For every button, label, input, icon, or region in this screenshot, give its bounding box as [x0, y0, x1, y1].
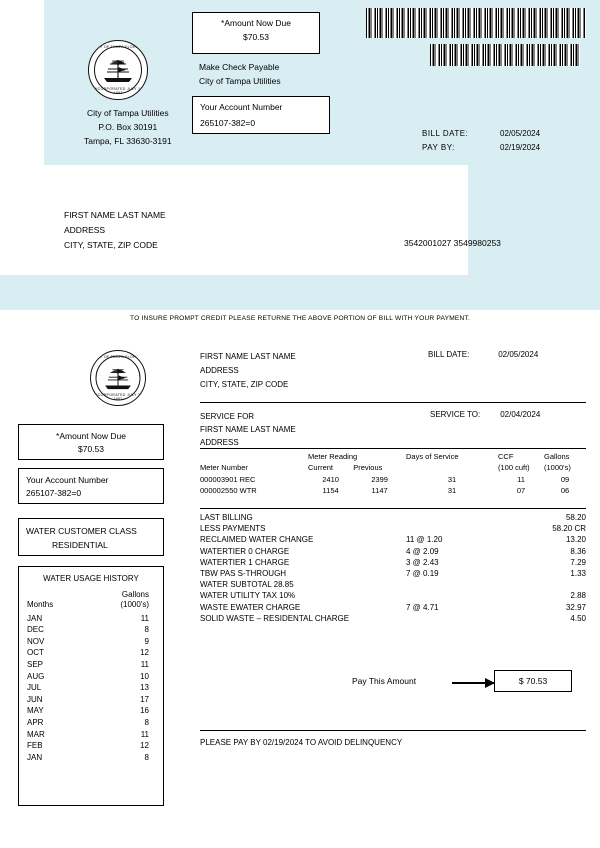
water-usage-month: JUL	[27, 683, 42, 693]
water-usage-value: 17	[140, 694, 149, 704]
water-customer-class-label: WATER CUSTOMER CLASS	[26, 526, 137, 536]
service-for-label: SERVICE FOR	[200, 412, 255, 421]
water-usage-row	[27, 717, 155, 729]
pay-this-amount-value: $ 70.53	[494, 670, 572, 692]
stub-white-notch	[0, 0, 44, 165]
meter-row-previous: 1147	[371, 486, 388, 495]
water-usage-month: JAN	[27, 613, 43, 623]
left-amount-due-value: $70.53	[78, 444, 104, 454]
water-usage-month: MAY	[27, 706, 44, 716]
service-for-block	[200, 410, 296, 449]
charge-row	[200, 534, 586, 545]
water-usage-header-row	[27, 599, 155, 612]
charge-description: WATERTIER 0 CHARGE	[200, 546, 290, 556]
return-address-line-3: Tampa, FL 33630-3191	[84, 136, 172, 146]
water-usage-row	[27, 728, 155, 740]
charge-description: RECLAIMED WATER CHANGE	[200, 535, 314, 545]
meter-row-ccf: 11	[517, 475, 525, 484]
charge-rate: 7 @ 4.71	[406, 602, 439, 612]
bill-date-value: 02/05/2024	[498, 350, 539, 359]
service-for-address: ADDRESS	[200, 438, 239, 447]
meter-table-row	[200, 474, 586, 485]
seal-bottom-text: INCORPORATED JULY 15 1887	[93, 87, 143, 95]
return-address-line-2: P.O. Box 30191	[98, 122, 158, 132]
charge-amount: 32.97	[565, 602, 586, 612]
divider-above-delinquency	[200, 730, 586, 731]
charge-description: WATER SUBTOTAL 28.85	[200, 580, 294, 590]
stub-amount-due-label: *Amount Now Due	[221, 18, 291, 28]
water-usage-row	[27, 693, 155, 705]
ship-icon	[101, 58, 135, 84]
charge-rate: 3 @ 2.43	[406, 557, 439, 567]
charge-amount: 58.20 CR	[552, 524, 586, 534]
water-usage-row	[27, 740, 155, 752]
water-usage-value: 11	[140, 729, 149, 739]
barcode-secondary	[430, 44, 580, 66]
stub-customer-address-line: ADDRESS	[64, 225, 106, 235]
bill-date-label: BILL DATE:	[428, 350, 470, 359]
service-to-value: 02/04/2024	[500, 410, 541, 419]
left-account-number-box	[18, 468, 164, 504]
charge-description: SOLID WASTE – RESIDENTAL CHARGE	[200, 613, 350, 623]
pay-this-amount-label: Pay This Amount	[352, 676, 417, 686]
water-usage-value: 12	[140, 648, 149, 658]
charge-description: TBW PAS S-THROUGH	[200, 569, 287, 579]
charge-description: WATERTIER 1 CHARGE	[200, 557, 290, 567]
meter-reading-table	[200, 452, 586, 496]
water-usage-row	[27, 612, 155, 624]
stub-amount-due-value: $70.53	[243, 32, 269, 42]
charge-row	[200, 590, 586, 601]
stub-account-number-box	[192, 96, 330, 134]
charges-table-body	[200, 512, 586, 624]
tear-off-instruction: TO INSURE PROMPT CREDIT PLEASE RETURNE THE ABOVE PORTION OF BILL WITH YOUR PAYMENT.	[130, 315, 470, 322]
meter-row-days: 31	[447, 486, 457, 495]
payable-line-2: City of Tampa Utilities	[199, 76, 281, 86]
left-amount-due-box	[18, 424, 164, 460]
meter-header-days-spacer	[406, 463, 498, 474]
meter-header-previous: Previous	[353, 463, 383, 472]
meter-row-number: 000002550 WTR	[200, 486, 257, 495]
charge-row	[200, 546, 586, 557]
meter-row-gallons: 06	[560, 486, 570, 495]
bill-customer-address-line: ADDRESS	[200, 366, 239, 375]
charge-rate: 4 @ 2.09	[406, 546, 439, 556]
delinquency-note: PLEASE PAY BY 02/19/2024 TO AVOID DELINQUENCY	[200, 738, 403, 747]
water-usage-month: JUN	[27, 694, 43, 704]
water-usage-value: 9	[144, 636, 149, 646]
stub-pay-by-label: PAY BY:	[422, 143, 455, 152]
charge-description: LAST BILLING	[200, 513, 253, 523]
stub-customer-address	[64, 208, 166, 253]
stub-bill-dates	[422, 127, 540, 155]
stub-bill-date-label: BILL DATE:	[422, 129, 469, 138]
meter-header-current: Current	[308, 463, 334, 472]
water-usage-row	[27, 659, 155, 671]
meter-header-ccf: CCF	[498, 452, 514, 461]
charge-row	[200, 613, 586, 624]
return-address	[84, 106, 172, 148]
pay-this-arrow-icon	[452, 682, 494, 684]
meter-table-header-row-2	[200, 463, 586, 474]
water-usage-month: APR	[27, 717, 44, 727]
water-usage-month: JAN	[27, 752, 43, 762]
divider-above-charges	[200, 508, 586, 509]
meter-row-days: 31	[447, 475, 457, 484]
stub-account-numbers: 3542001027 3549980253	[404, 238, 501, 248]
charge-row	[200, 568, 586, 579]
meter-header-spacer	[200, 452, 308, 463]
water-usage-value: 13	[140, 683, 149, 693]
charge-rate	[406, 590, 498, 601]
meter-row-ccf: 07	[516, 486, 526, 495]
water-usage-table-body	[27, 612, 155, 763]
charge-row	[200, 579, 586, 590]
meter-row-current: 2410	[322, 475, 339, 484]
meter-row-number: 000003901 REC	[200, 475, 256, 484]
charge-amount	[498, 579, 586, 590]
water-usage-row	[27, 751, 155, 763]
water-usage-row	[27, 705, 155, 717]
water-usage-row	[27, 670, 155, 682]
water-usage-months-header: Months	[27, 600, 54, 610]
water-usage-value: 11	[140, 659, 149, 669]
meter-table-body	[200, 474, 586, 496]
meter-header-gallons: Gallons	[544, 452, 570, 461]
seal-bottom-text-bill: INCORPORATED JULY 15 1887	[93, 393, 143, 401]
bill-customer-name: FIRST NAME LAST NAME	[200, 352, 296, 361]
water-customer-class-box	[18, 518, 164, 556]
barcode-top	[366, 8, 586, 38]
city-seal-bill	[90, 350, 146, 406]
stub-bill-date-row	[422, 127, 540, 141]
divider-above-service	[200, 402, 586, 403]
charge-amount: 8.36	[570, 546, 586, 556]
service-to-label: SERVICE TO:	[430, 410, 481, 419]
left-amount-due-label: *Amount Now Due	[56, 431, 126, 441]
water-usage-value: 8	[144, 625, 149, 635]
water-usage-value: 8	[144, 752, 149, 762]
water-usage-value: 10	[140, 671, 149, 681]
charge-amount: 7.29	[570, 557, 586, 567]
divider-above-meter	[200, 448, 586, 449]
meter-header-days: Days of Service	[406, 452, 459, 461]
stub-customer-city-state-zip: CITY, STATE, ZIP CODE	[64, 240, 158, 250]
water-usage-table	[27, 599, 155, 763]
water-usage-row	[27, 647, 155, 659]
water-usage-month: AUG	[27, 671, 45, 681]
left-account-number-label: Your Account Number	[26, 475, 109, 485]
charge-amount: 4.50	[570, 613, 586, 623]
water-usage-history-title: WATER USAGE HISTORY	[43, 574, 139, 583]
water-usage-row	[27, 624, 155, 636]
charge-description: WATER UTILITY TAX 10%	[200, 591, 296, 601]
charge-amount: 2.88	[570, 591, 586, 601]
meter-row-gallons: 09	[560, 475, 570, 484]
charge-row	[200, 523, 586, 534]
charge-description: WASTE EWATER CHARGE	[200, 602, 301, 612]
water-usage-value: 12	[140, 741, 149, 751]
service-to-group	[430, 410, 540, 419]
meter-header-gallons-sub: (1000's)	[544, 463, 571, 472]
water-usage-row	[27, 635, 155, 647]
water-usage-row	[27, 682, 155, 694]
seal-top-text: CITY OF TAMPA FLORIDA	[93, 45, 143, 49]
water-usage-units-header: (1000's)	[120, 600, 149, 610]
water-usage-month: SEP	[27, 659, 44, 669]
meter-row-current: 1154	[322, 486, 339, 495]
stub-pay-by-row	[422, 141, 540, 155]
water-usage-history-box	[18, 566, 164, 806]
stub-account-number-label: Your Account Number	[200, 102, 283, 112]
make-check-payable	[199, 60, 281, 88]
charge-amount: 1.33	[570, 569, 586, 579]
water-usage-value: 16	[140, 706, 149, 716]
barcode-secondary-stripes	[430, 44, 580, 66]
stub-bill-date-value: 02/05/2024	[500, 129, 541, 138]
meter-table-row	[200, 485, 586, 496]
bill-date-group	[428, 350, 538, 359]
charge-rate	[406, 523, 498, 534]
charge-description: LESS PAYMENTS	[200, 524, 266, 534]
water-usage-month: FEB	[27, 741, 43, 751]
charge-rate	[406, 613, 498, 624]
water-usage-month: DEC	[27, 625, 44, 635]
seal-top-text-bill: CITY OF TAMPA FLORIDA	[93, 355, 143, 359]
water-usage-month: NOV	[27, 636, 45, 646]
payable-line-1: Make Check Payable	[199, 62, 280, 72]
ship-icon-bill	[102, 367, 134, 391]
meter-row-previous: 2399	[371, 475, 388, 484]
stub-amount-due-box	[192, 12, 320, 54]
charge-row	[200, 602, 586, 613]
meter-header-ccf-sub: (100 cuft)	[498, 463, 530, 472]
charge-row	[200, 557, 586, 568]
meter-header-meter-number: Meter Number	[200, 463, 248, 472]
charge-rate	[406, 579, 498, 590]
city-seal-stub	[88, 40, 148, 100]
stub-account-number-value: 265107-382=0	[200, 118, 256, 128]
meter-table-header-row-1	[200, 452, 586, 463]
water-usage-value: 8	[144, 717, 149, 727]
meter-header-meter-reading: Meter Reading	[308, 452, 358, 461]
charge-amount: 58.20	[565, 513, 586, 523]
bill-customer-address	[200, 350, 296, 392]
water-usage-month: OCT	[27, 648, 44, 658]
water-usage-value: 11	[140, 613, 149, 623]
stub-customer-name: FIRST NAME LAST NAME	[64, 210, 166, 220]
stub-pay-by-value: 02/19/2024	[500, 143, 541, 152]
return-address-line-1: City of Tampa Utilities	[87, 108, 169, 118]
charge-amount: 13.20	[565, 535, 586, 545]
left-account-number-value: 265107-382=0	[26, 488, 82, 498]
barcode-top-stripes	[366, 8, 586, 38]
charge-rate	[406, 512, 498, 523]
water-usage-month: MAR	[27, 729, 45, 739]
water-usage-gallons-header: Gallons	[121, 590, 149, 599]
charge-rate: 11 @ 1.20	[406, 535, 443, 545]
charge-rate: 7 @ 0.19	[406, 569, 439, 579]
charges-table	[200, 512, 586, 624]
service-for-name: FIRST NAME LAST NAME	[200, 425, 296, 434]
water-customer-class-value: RESIDENTIAL	[52, 540, 108, 550]
charge-row	[200, 512, 586, 523]
bill-customer-city-state-zip: CITY, STATE, ZIP CODE	[200, 380, 289, 389]
